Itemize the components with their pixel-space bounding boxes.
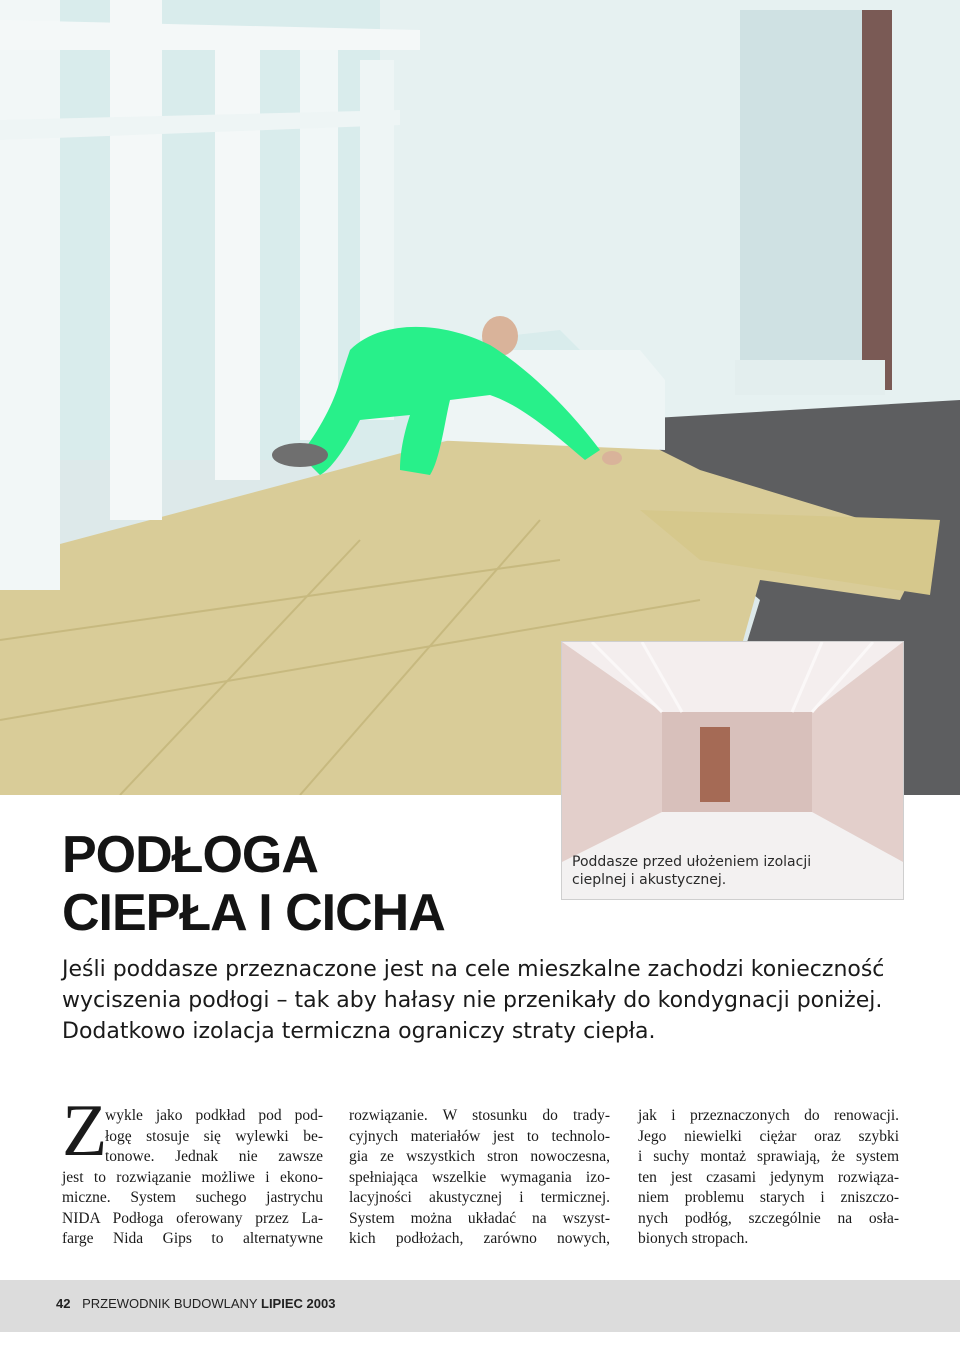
body-column-3 xyxy=(638,1106,899,1250)
body-line: i suchy montaż sprawiają, że system xyxy=(638,1148,899,1165)
body-line: tonowe. Jednak nie zawsze xyxy=(105,1148,323,1165)
body-line: NIDA Podłoga oferowany przez La- xyxy=(62,1209,323,1227)
body-line: System można układać na wszyst- xyxy=(349,1209,610,1227)
caption-line-1: Poddasze przed ułożeniem izolacji xyxy=(572,854,812,870)
lead-line-1: Jeśli poddasze przeznaczone jest na cele mieszkalne zachodzi konieczność xyxy=(62,957,885,982)
inset-photo-caption xyxy=(572,853,898,889)
body-line: farge Nida Gips to alternatywne xyxy=(62,1230,323,1247)
body-line: miczne. System suchego jastrychu xyxy=(62,1189,323,1206)
drop-cap: Z xyxy=(62,1090,108,1172)
body-column-2 xyxy=(349,1106,610,1250)
body-line: rozwiązanie. W stosunku do trady- xyxy=(349,1107,610,1124)
lead-line-3: Dodatkowo izolacja termiczna ograniczy straty ciepła. xyxy=(62,1019,656,1044)
body-column-1 xyxy=(62,1106,323,1250)
body-line: spełniająca wszelkie wymagania izo- xyxy=(349,1168,610,1186)
page-number: 42 xyxy=(56,1296,71,1311)
body-line: jest to rozwiązanie możliwe i ekono- xyxy=(62,1168,323,1186)
title-line-2: CIEPŁA I CICHA xyxy=(62,884,445,942)
article-lead xyxy=(62,954,922,1047)
caption-line-2: cieplnej i akustycznej. xyxy=(572,872,727,888)
body-line: lacyjności akustycznej i termicznej. xyxy=(349,1189,610,1206)
article-title xyxy=(62,826,445,942)
body-line: ten jest czasami jedynym rozwiąza- xyxy=(638,1168,899,1186)
publication-name: PRZEWODNIK BUDOWLANY xyxy=(82,1296,258,1311)
body-line: wykle jako podkład pod pod- xyxy=(105,1107,323,1124)
body-line: bionych stropach. xyxy=(638,1230,749,1247)
lead-line-2: wyciszenia podłogi – tak aby hałasy nie przenikały do kondygnacji poniżej. xyxy=(62,988,883,1013)
body-line: Jego niewielki ciężar oraz szybki xyxy=(638,1127,899,1145)
title-line-1: PODŁOGA xyxy=(62,826,318,884)
body-line: łogę stosuje się wylewki be- xyxy=(105,1127,323,1145)
body-line: jak i przeznaczonych do renowacji. xyxy=(638,1107,899,1124)
body-line: gia ze wszystkich stron nowoczesna, xyxy=(349,1148,610,1165)
issue-label: LIPIEC 2003 xyxy=(261,1296,336,1311)
body-line: niem problemu starych i zniszczo- xyxy=(638,1189,899,1206)
body-line: kich podłożach, zarówno nowych, xyxy=(349,1230,610,1247)
folio xyxy=(56,1296,335,1311)
body-line: cyjnych materiałów jest to technolo- xyxy=(349,1127,610,1145)
body-line: nych podłóg, szczególnie na osła- xyxy=(638,1209,899,1227)
